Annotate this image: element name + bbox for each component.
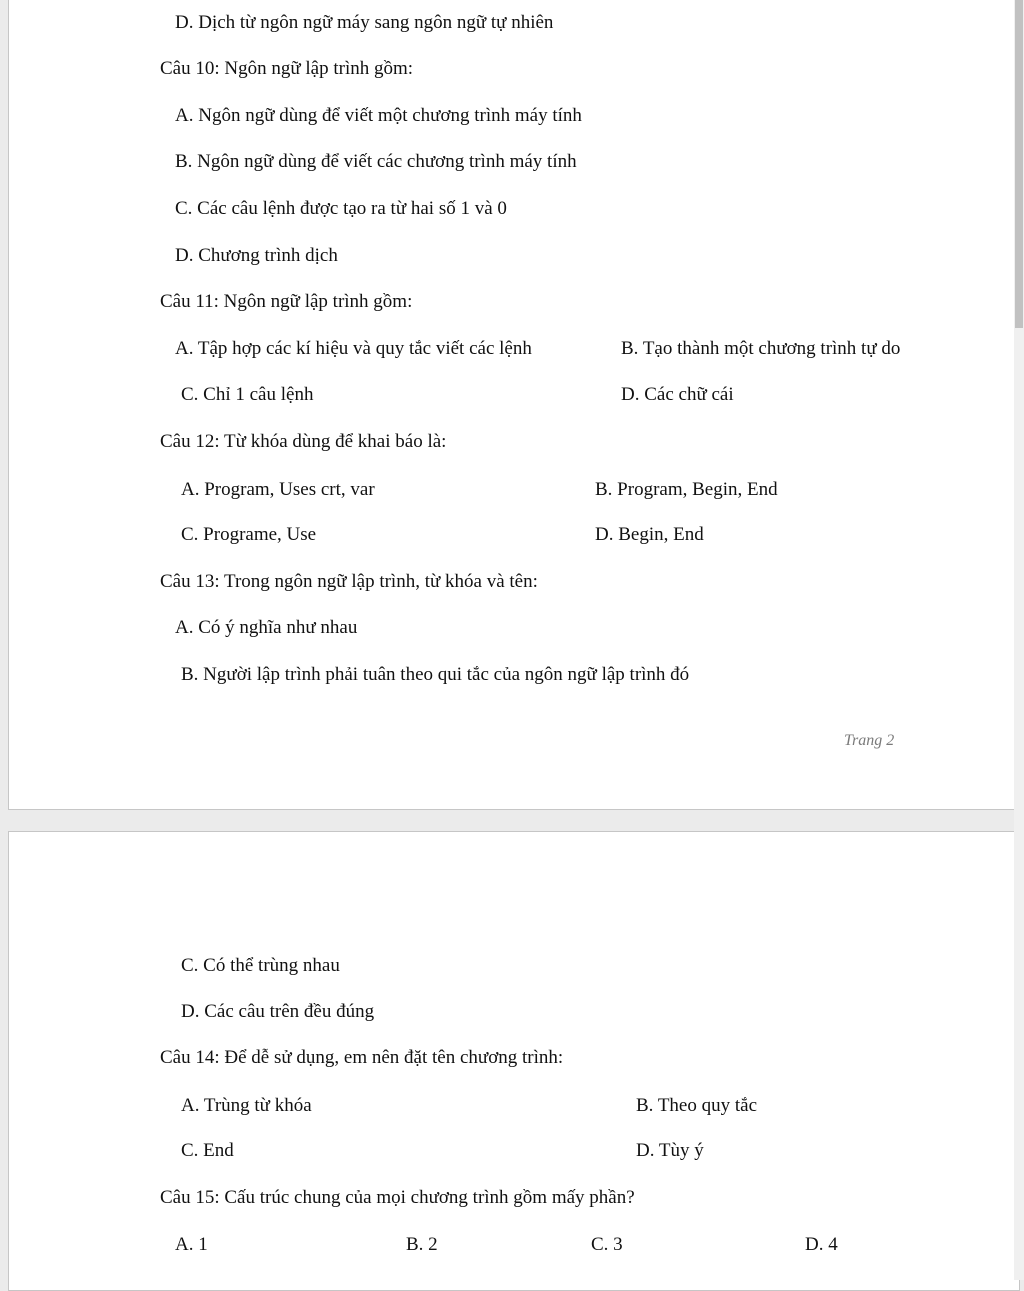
q12-option-c: C. Programe, Use — [181, 524, 317, 545]
q11-stem: Câu 11: Ngôn ngữ lập trình gồm: — [160, 291, 413, 312]
q15-option-b: B. 2 — [406, 1234, 438, 1255]
q15-stem: Câu 15: Cấu trúc chung của mọi chương trình gồm mấy phần? — [160, 1187, 635, 1208]
q14-option-d: D. Tùy ý — [636, 1140, 704, 1161]
q11-option-c: C. Chỉ 1 câu lệnh — [181, 384, 314, 405]
q9-option-d: D. Dịch từ ngôn ngữ máy sang ngôn ngữ tự nhiên — [175, 12, 554, 33]
q14-option-a: A. Trùng từ khóa — [181, 1095, 312, 1116]
q12-stem: Câu 12: Từ khóa dùng để khai báo là: — [160, 431, 447, 452]
q12-option-a: A. Program, Uses crt, var — [181, 479, 375, 500]
q12-option-b: B. Program, Begin, End — [595, 479, 778, 500]
q13-option-a: A. Có ý nghĩa như nhau — [175, 617, 358, 638]
q11-option-a: A. Tập hợp các kí hiệu và quy tắc viết các lệnh — [175, 338, 532, 359]
q14-stem: Câu 14: Để dễ sử dụng, em nên đặt tên chương trình: — [160, 1047, 564, 1068]
q13-option-c: C. Có thể trùng nhau — [181, 955, 340, 976]
q10-option-a: A. Ngôn ngữ dùng để viết một chương trình máy tính — [175, 105, 582, 126]
q15-option-c: C. 3 — [591, 1234, 623, 1255]
q11-option-b: B. Tạo thành một chương trình tự do — [621, 338, 901, 359]
q13-stem: Câu 13: Trong ngôn ngữ lập trình, từ khóa và tên: — [160, 571, 538, 592]
q10-option-b: B. Ngôn ngữ dùng để viết các chương trình máy tính — [175, 151, 577, 172]
q11-option-d: D. Các chữ cái — [621, 384, 734, 405]
q10-option-c: C. Các câu lệnh được tạo ra từ hai số 1 và 0 — [175, 198, 507, 219]
q13-option-d: D. Các câu trên đều đúng — [181, 1001, 375, 1022]
q10-stem: Câu 10: Ngôn ngữ lập trình gồm: — [160, 58, 414, 79]
q15-option-d: D. 4 — [805, 1234, 838, 1255]
vertical-scrollbar[interactable] — [1014, 0, 1024, 1280]
q14-option-b: B. Theo quy tắc — [636, 1095, 758, 1116]
q14-option-c: C. End — [181, 1140, 234, 1161]
q12-option-d: D. Begin, End — [595, 524, 704, 545]
q15-option-a: A. 1 — [175, 1234, 208, 1255]
q13-option-b: B. Người lập trình phải tuân theo qui tắc của ngôn ngữ lập trình đó — [181, 664, 690, 685]
page-number: Trang 2 — [844, 732, 895, 749]
scrollbar-thumb[interactable] — [1015, 0, 1023, 328]
q10-option-d: D. Chương trình dịch — [175, 245, 338, 266]
